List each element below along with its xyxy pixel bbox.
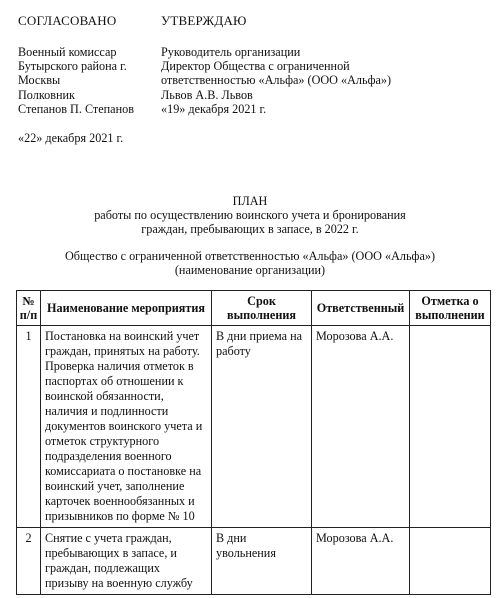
agreed-line: Военный комиссар (18, 45, 117, 59)
table-row (17, 326, 491, 528)
agreed-line: Полковник (18, 88, 75, 102)
document-subtitle: работы по осуществлению воинского учета и бронирования (94, 208, 406, 222)
approved-heading: УТВЕРЖДАЮ (161, 13, 247, 28)
header-name: Наименование мероприятия (41, 291, 212, 326)
row-responsible: Морозова А.А. (312, 326, 410, 528)
agreed-signature: Степанов П. Степанов (18, 102, 134, 116)
row-name: Постановка на воинский учет граждан, принятых на работу. Проверка наличия отметок в паспортах об отношении к воинской обязанности, наличия и подлинности документов воинского учета и отметок структурного подразделения военного комиссариата о постановке на воинский учет, заполнение карточек военнообязанных и призывников по форме № 10 (41, 326, 212, 528)
organization-name: Общество с ограниченной ответственностью «Альфа» (ООО «Альфа») (64, 249, 436, 263)
header-num: № п/п (17, 291, 41, 326)
row-mark (410, 326, 491, 528)
agreed-line: Бутырского района г. (18, 59, 127, 73)
row-name: Снятие с учета граждан, пребывающих в запасе, и граждан, подлежащих призыву на военную службу (41, 528, 212, 595)
agreed-heading: СОГЛАСОВАНО (18, 13, 117, 28)
approved-date: «19» декабря 2021 г. (161, 102, 267, 116)
row-term: В дни увольнения (212, 528, 312, 595)
document-title: ПЛАН (232, 194, 268, 208)
row-term: В дни приема на работу (212, 326, 312, 528)
table-row (17, 528, 491, 595)
row-num: 2 (17, 528, 41, 595)
row-responsible: Морозова А.А. (312, 528, 410, 595)
table-header-row (17, 291, 491, 326)
approved-line: Руководитель организации (161, 45, 301, 59)
agreed-date: «22» декабря 2021 г. (18, 131, 124, 145)
agreed-line: Москвы (18, 73, 61, 87)
document-subtitle: граждан, пребывающих в запасе, в 2022 г. (141, 222, 359, 236)
approved-line: Директор Общества с ограниченной (161, 59, 350, 73)
row-mark (410, 528, 491, 595)
organization-caption: (наименование организации) (174, 263, 326, 277)
approved-line: ответственностью «Альфа» (ООО «Альфа») (161, 73, 392, 87)
row-num: 1 (17, 326, 41, 528)
plan-table (16, 290, 491, 595)
approved-signature: Львов А.В. Львов (161, 88, 253, 102)
header-term: Срок выполнения (212, 291, 312, 326)
header-mark: Отметка о выполнении (410, 291, 491, 326)
header-responsible: Ответственный (312, 291, 410, 326)
